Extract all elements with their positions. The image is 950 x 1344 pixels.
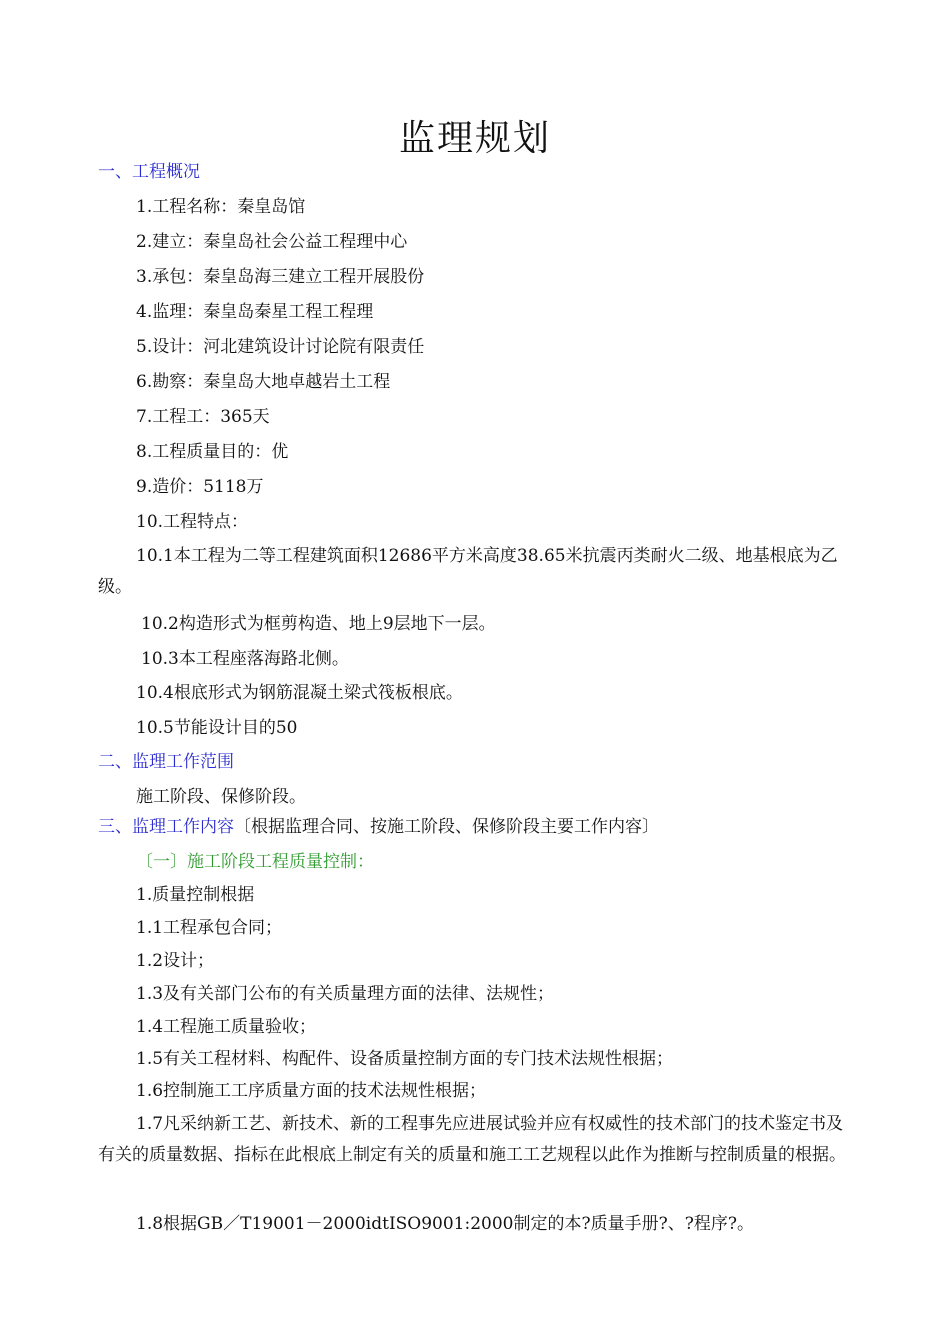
quality-item-1: 1.质量控制根据 [136,885,255,905]
subsection-heading-quality-control: 〔一〕施工阶段工程质量控制： [136,852,374,872]
overview-item-cost: 9.造价：5118万 [136,477,264,497]
section-heading-content-row [98,815,659,839]
feature-paragraph-2: 10.2构造形式为框剪构造、地上9层地下一层。 [141,614,496,634]
feature-paragraph-3: 10.3本工程座落海路北侧。 [141,649,349,669]
overview-item-features: 10.工程特点： [136,512,249,532]
scope-text: 施工阶段、保修阶段。 [136,787,306,807]
section-heading-content-note: 〔根据监理合同、按施工阶段、保修阶段主要工作内容〕 [234,817,659,837]
section-heading-content: 三、监理工作内容 [98,817,234,837]
overview-item-designer: 5.设计：河北建筑设计讨论院有限责任 [136,337,425,357]
feature-paragraph-1: 10.1本工程为二等工程建筑面积12686平方米高度38.65米抗震丙类耐火二级、地基根底为乙级。 [98,546,838,597]
page-title: 监理规划 [398,118,551,159]
overview-item-quality-goal: 8.工程质量目的：优 [136,442,289,462]
quality-item-1-7: 1.7凡采纳新工艺、新技术、新的工程事先应进展试验并应有权威性的技术部门的技术鉴定书及有关的质量数据、指标在此根底上制定有关的质量和施工工艺规程以此作为推断与控制质量的根据。 [98,1114,846,1165]
feature-paragraph-4: 10.4根底形式为钢筋混凝土梁式筏板根底。 [136,683,463,703]
quality-item-1-8: 1.8根据GB／T19001－2000idtISO9001:2000制定的本?质量手册?、?程序?。 [136,1214,754,1234]
section-heading-overview: 一、工程概况 [98,162,200,182]
overview-item-contractor: 3.承包：秦皇岛海三建立工程开展股份 [136,267,425,287]
quality-item-1-2: 1.2设计； [136,951,215,971]
quality-item-1-5: 1.5有关工程材料、构配件、设备质量控制方面的专门技术法规性根据； [136,1049,674,1069]
quality-item-1-3: 1.3及有关部门公布的有关质量理方面的法律、法规性； [136,984,555,1004]
overview-item-supervisor: 4.监理：秦皇岛秦星工程工程理 [136,302,374,322]
overview-item-survey: 6.勘察：秦皇岛大地卓越岩土工程 [136,372,391,392]
quality-item-1-6: 1.6控制施工工序质量方面的技术法规性根据； [136,1081,487,1101]
overview-item-duration: 7.工程工：365天 [136,407,270,427]
quality-item-1-4: 1.4工程施工质量验收； [136,1017,317,1037]
overview-item-owner: 2.建立：秦皇岛社会公益工程理中心 [136,232,408,252]
quality-item-1-1: 1.1工程承包合同； [136,918,283,938]
section-heading-scope: 二、监理工作范围 [98,752,234,772]
feature-paragraph-5: 10.5节能设计目的50 [136,718,298,738]
overview-item-project-name: 1.工程名称：秦皇岛馆 [136,197,306,217]
